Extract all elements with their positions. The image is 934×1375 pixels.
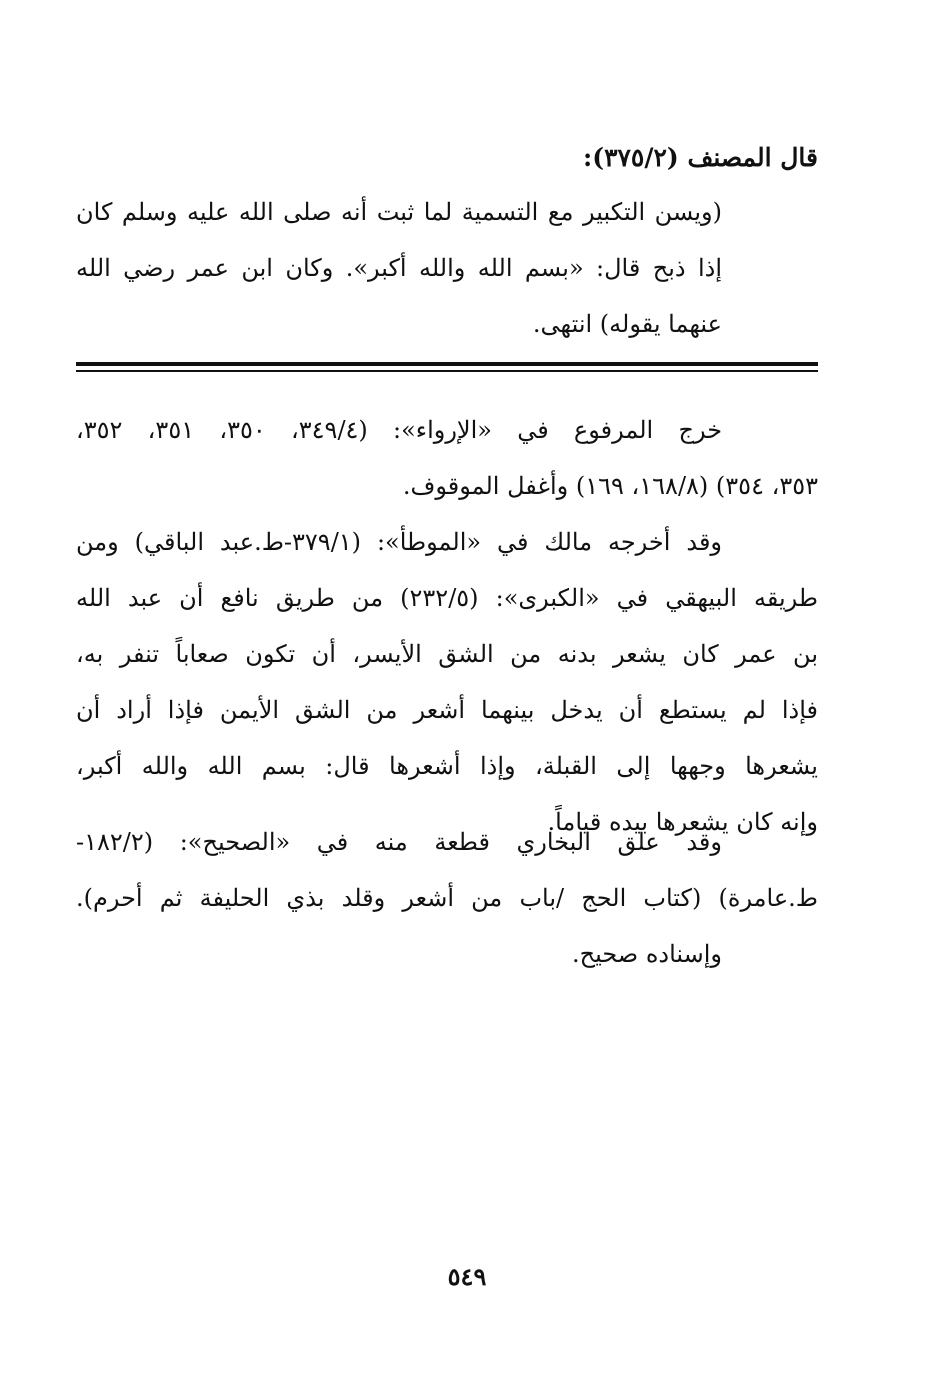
commentary-line: فإذا لم يستطع أن يدخل بينهما أشعر من الشق الأيمن فإذا أراد أن	[76, 696, 818, 724]
commentary-line: وقد علق البخاري قطعة منه في «الصحيح»: (١٨٢/٢-	[76, 828, 722, 856]
commentary-line: طريقه البيهقي في «الكبرى»: (٢٣٢/٥) من طريق نافع أن عبد الله	[76, 584, 818, 612]
quote-line: عنهما يقوله) انتهى.	[532, 310, 722, 338]
commentary-line: وإنه كان يشعرها بيده قياماً.	[547, 808, 818, 836]
quote-line: إذا ذبح قال: «بسم الله والله أكبر». وكان ابن عمر رضي الله	[76, 254, 722, 282]
commentary-line: يشعرها وجهها إلى القبلة، وإذا أشعرها قال: بسم الله والله أكبر،	[76, 752, 818, 780]
commentary-line: وقد أخرجه مالك في «الموطأ»: (٣٧٩/١-ط.عبد الباقي) ومن	[76, 528, 722, 556]
section-divider	[76, 362, 818, 372]
commentary-paragraph-2	[76, 570, 818, 850]
commentary-line: ٣٥٣، ٣٥٤) (١٦٨/٨، ١٦٩) وأغفل الموقوف.	[402, 472, 818, 500]
divider-thin-rule	[76, 370, 818, 372]
author-quote	[76, 184, 722, 352]
section-heading: قال المصنف (٣٧٥/٢):	[583, 143, 818, 172]
commentary-paragraph-3-first	[76, 814, 722, 870]
commentary-paragraph-1	[76, 402, 722, 458]
quote-line: (ويسن التكبير مع التسمية لما ثبت أنه صلى الله عليه وسلم كان	[76, 198, 722, 226]
commentary-line: خرج المرفوع في «الإرواء»: (٣٤٩/٤، ٣٥٠، ٣٥١، ٣٥٢،	[76, 416, 722, 444]
commentary-paragraph-3-last	[76, 926, 722, 982]
commentary-paragraph-3	[76, 870, 818, 926]
commentary-paragraph-2-first	[76, 514, 722, 570]
page-number: ٥٤٩	[447, 1262, 487, 1291]
commentary-paragraph-1-cont	[76, 458, 818, 514]
divider-thick-rule	[76, 362, 818, 366]
commentary-line: وإسناده صحيح.	[571, 940, 722, 968]
section-heading-block	[80, 130, 818, 186]
commentary-line: بن عمر كان يشعر بدنه من الشق الأيسر، أن تكون صعاباً تنفر به،	[76, 640, 818, 668]
commentary-line: ط.عامرة) (كتاب الحج /باب من أشعر وقلد بذي الحليفة ثم أحرم).	[76, 884, 818, 912]
